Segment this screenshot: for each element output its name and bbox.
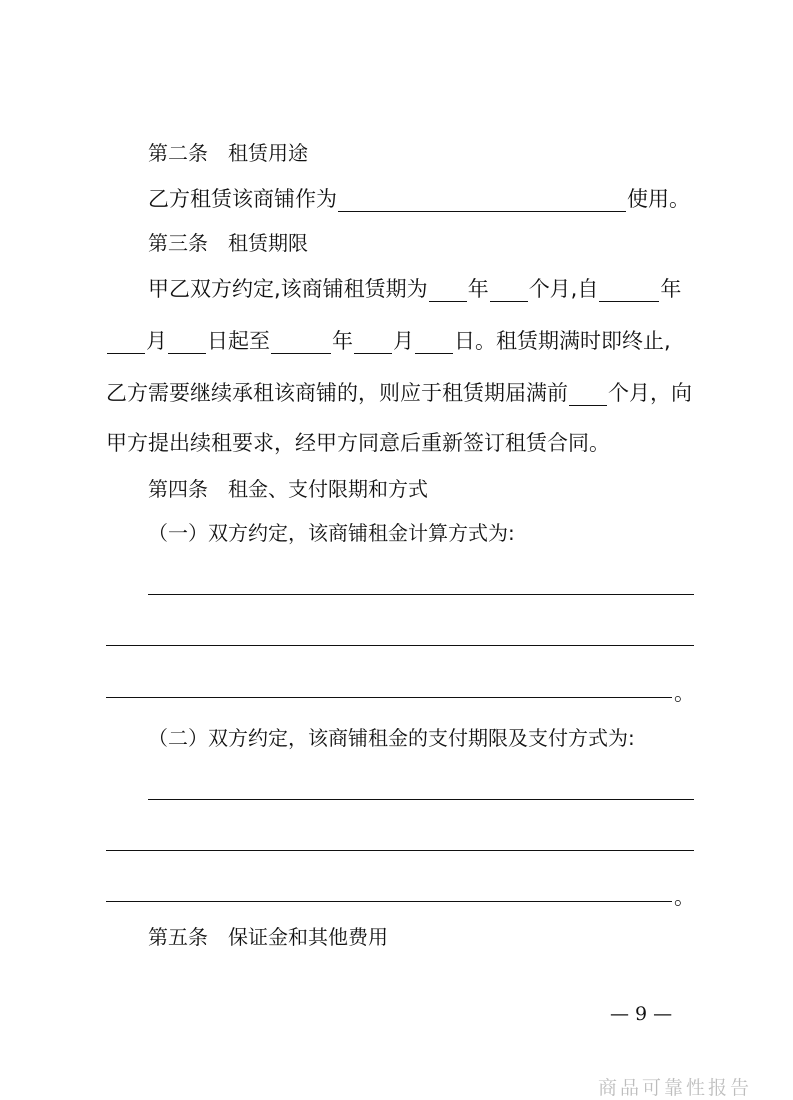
months-from-label: 个月,自 [528,277,599,301]
watermark: 商品可靠性报告 [598,1077,753,1099]
start-day-blank[interactable] [168,331,206,354]
term-years-blank[interactable] [429,279,467,302]
article-3-line-3 [106,380,692,406]
article-4-item-1: （一）双方约定，该商铺租金计算方式为: [148,521,515,545]
usage-label: 乙方租赁该商铺作为 [148,187,337,211]
payment-line-3[interactable] [106,901,672,902]
article-5-heading: 第五条 保证金和其他费用 [148,925,388,949]
page-number: — 9 — [610,1003,673,1025]
year-label: 年 [467,277,489,301]
month-label: 月 [393,329,414,353]
term-label: 甲乙双方约定,该商铺租赁期为 [148,277,428,301]
renewal-text: 乙方需要继续承租该商铺的，则应于租赁期届满前 [106,381,568,405]
rent-calc-line-2[interactable] [106,645,694,646]
rent-calc-period: 。 [674,681,695,705]
termination-text: 日。租赁期满时即终止, [454,329,671,353]
end-year-blank[interactable] [271,331,331,354]
article-2-heading: 第二条 租赁用途 [148,141,308,165]
term-months-blank[interactable] [490,279,528,302]
start-year-blank[interactable] [599,279,659,302]
start-month-blank[interactable] [107,331,145,354]
day-to-label: 日起至 [207,329,270,353]
rent-calc-line-1[interactable] [148,594,694,595]
rent-calc-line-3[interactable] [106,697,672,698]
usage-blank[interactable] [338,189,626,212]
article-3-line-1 [148,276,681,302]
article-3-heading: 第三条 租赁期限 [148,231,308,255]
article-2-line [148,186,690,212]
payment-period: 。 [674,885,695,909]
payment-line-2[interactable] [106,850,694,851]
month-label: 月 [146,329,167,353]
year-label: 年 [332,329,353,353]
article-3-line-2 [106,328,671,354]
article-3-line-4: 甲方提出续租要求，经甲方同意后重新签订租赁合同。 [106,431,610,455]
end-month-blank[interactable] [354,331,392,354]
year-label: 年 [660,277,682,301]
article-4-item-2: （二）双方约定，该商铺租金的支付期限及支付方式为: [148,726,635,750]
payment-line-1[interactable] [148,799,694,800]
end-day-blank[interactable] [415,331,453,354]
article-4-heading: 第四条 租金、支付限期和方式 [148,477,428,501]
renewal-months-blank[interactable] [569,383,607,406]
renewal-text-end: 个月，向 [608,381,692,405]
usage-end: 使用。 [627,187,690,211]
